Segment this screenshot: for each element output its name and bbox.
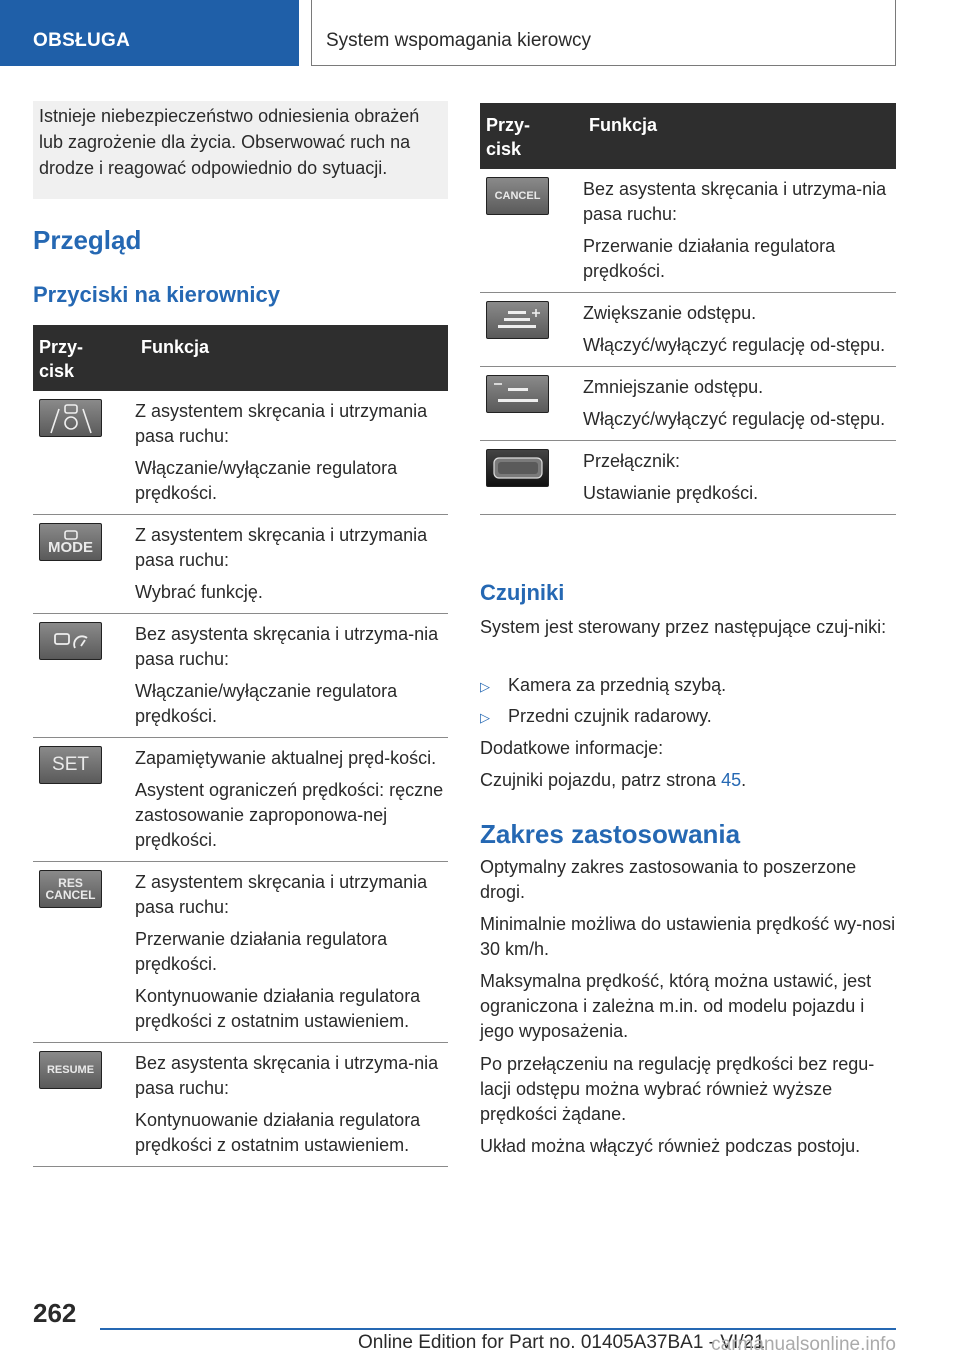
warning-text: Istnieje niebezpieczeństwo odniesienia obrażeń lub zagrożenie dla życia. Obserwować ruch na drodze i reagować odpowiednio do sytuacji. xyxy=(39,106,420,178)
function-line: Asystent ograniczeń prędkości: ręczne zastosowanie zaproponowa-nej prędkości. xyxy=(135,780,444,850)
function-line: Zwiększanie odstępu. xyxy=(583,303,757,323)
page-header xyxy=(0,0,960,66)
key-label: MODE xyxy=(48,539,93,556)
function-line: Zapamiętywanie aktualnej pręd-kości. xyxy=(135,748,437,768)
table-row xyxy=(33,738,448,862)
lane-assist-icon xyxy=(39,399,102,437)
overview-subtitle: Przyciski na kierownicy xyxy=(33,282,281,307)
function-line: Kontynuowanie działania regulatora prędkości z ostatnim ustawieniem. xyxy=(135,1110,421,1155)
scope-paragraph: Maksymalna prędkość, którą można ustawić, jest ograniczona i zależna m.in. od modelu pojazdu i jego wyposażenia. xyxy=(480,971,872,1041)
function-line: Przerwanie działania regulatora prędkości. xyxy=(583,236,836,281)
scope-paragraph: Minimalnie możliwa do ustawienia prędkość wy-nosi 30 km/h. xyxy=(480,914,896,959)
function-line: Przerwanie działania regulatora prędkości. xyxy=(135,929,388,974)
scope-title: Zakres zastosowania xyxy=(480,819,741,849)
bullet-triangle-icon: ▷ xyxy=(480,710,490,725)
table-row xyxy=(33,391,448,515)
chapter-title: System wspomagania kierowcy xyxy=(311,0,896,66)
function-line: Zmniejszanie odstępu. xyxy=(583,377,764,397)
cancel-button-icon xyxy=(486,177,549,215)
function-line: Wybrać funkcję. xyxy=(135,582,263,602)
section-label: OBSŁUGA xyxy=(0,0,299,66)
table-row xyxy=(480,293,896,367)
overview-title: Przegląd xyxy=(33,225,142,255)
mode-button-icon xyxy=(39,523,102,561)
table-row xyxy=(480,441,896,515)
function-line: Włączanie/wyłączanie regulatora prędkości. xyxy=(135,681,398,726)
key-label: SET xyxy=(52,754,89,775)
function-line: Bez asystenta skręcania i utrzyma-nia pasa ruchu: xyxy=(583,179,887,224)
function-line: Bez asystenta skręcania i utrzyma-nia pasa ruchu: xyxy=(135,624,439,669)
page-link[interactable]: 45 xyxy=(721,770,742,790)
function-line: Z asystentem skręcania i utrzymania pasa ruchu: xyxy=(135,525,428,570)
bullet-triangle-icon: ▷ xyxy=(480,679,490,694)
resume-button-icon xyxy=(39,1051,102,1089)
set-button-icon xyxy=(39,746,102,784)
table-row xyxy=(480,169,896,293)
distance-increase-icon xyxy=(486,301,549,339)
key-label: CANCEL xyxy=(494,190,541,202)
scope-paragraph: Optymalny zakres zastosowania to poszerzone drogi. xyxy=(480,857,857,902)
function-line: Włączyć/wyłączyć regulację od-stępu. xyxy=(583,409,886,429)
watermark-logo: carmanualsonline.info xyxy=(711,1334,896,1355)
col-header-function: Funkcja xyxy=(135,325,448,391)
function-line: Włączyć/wyłączyć regulację od-stępu. xyxy=(583,335,886,355)
function-line: Z asystentem skręcania i utrzymania pasa ruchu: xyxy=(135,401,428,446)
distance-decrease-icon xyxy=(486,375,549,413)
scope-paragraph: Po przełączeniu na regulację prędkości bez regu-lacji odstępu można wybrać również wyższe prędkości żądane. xyxy=(480,1054,875,1124)
cruise-control-icon xyxy=(39,622,102,660)
list-item: ▷ Kamera za przednią szybą. xyxy=(480,673,726,699)
function-line: Włączanie/wyłączanie regulatora prędkości. xyxy=(135,458,398,503)
key-label: RES CANCEL xyxy=(45,876,96,902)
footer-divider xyxy=(100,1328,896,1330)
table-row xyxy=(33,862,448,1043)
list-item: ▷ Przedni czujnik radarowy. xyxy=(480,704,712,730)
edition-text: Online Edition for Part no. 01405A37BA1 - VI/21 xyxy=(358,1332,765,1353)
key-label: RESUME xyxy=(46,1064,95,1076)
scope-paragraph: Układ można włączyć również podczas postoju. xyxy=(480,1136,861,1156)
buttons-table-left xyxy=(33,325,448,1167)
more-info-label: Dodatkowe informacje: xyxy=(480,738,664,758)
col-header-button: Przy- cisk xyxy=(480,103,583,169)
table-row xyxy=(33,614,448,738)
function-line: Przełącznik: xyxy=(583,451,681,471)
res-cancel-button-icon xyxy=(39,870,102,908)
sensors-reference: Czujniki pojazdu, patrz strona 45. xyxy=(480,770,747,790)
function-line: Bez asystenta skręcania i utrzyma-nia pasa ruchu: xyxy=(135,1053,439,1098)
function-line: Ustawianie prędkości. xyxy=(583,483,759,503)
table-header-row xyxy=(33,325,448,391)
sensors-title: Czujniki xyxy=(480,580,565,605)
col-header-function: Funkcja xyxy=(583,103,896,169)
function-line: Kontynuowanie działania regulatora prędkości z ostatnim ustawieniem. xyxy=(135,986,421,1031)
table-row xyxy=(33,515,448,614)
table-header-row xyxy=(480,103,896,169)
table-row xyxy=(480,367,896,441)
function-line: Z asystentem skręcania i utrzymania pasa ruchu: xyxy=(135,872,428,917)
rocker-switch-icon xyxy=(486,449,549,487)
col-header-button: Przy- cisk xyxy=(33,325,135,391)
table-row xyxy=(33,1043,448,1167)
sensors-intro: System jest sterowany przez następujące czuj-niki: xyxy=(480,617,887,637)
warning-box xyxy=(33,101,448,199)
buttons-table-right xyxy=(480,103,896,515)
page-number: 262 xyxy=(33,1298,77,1328)
